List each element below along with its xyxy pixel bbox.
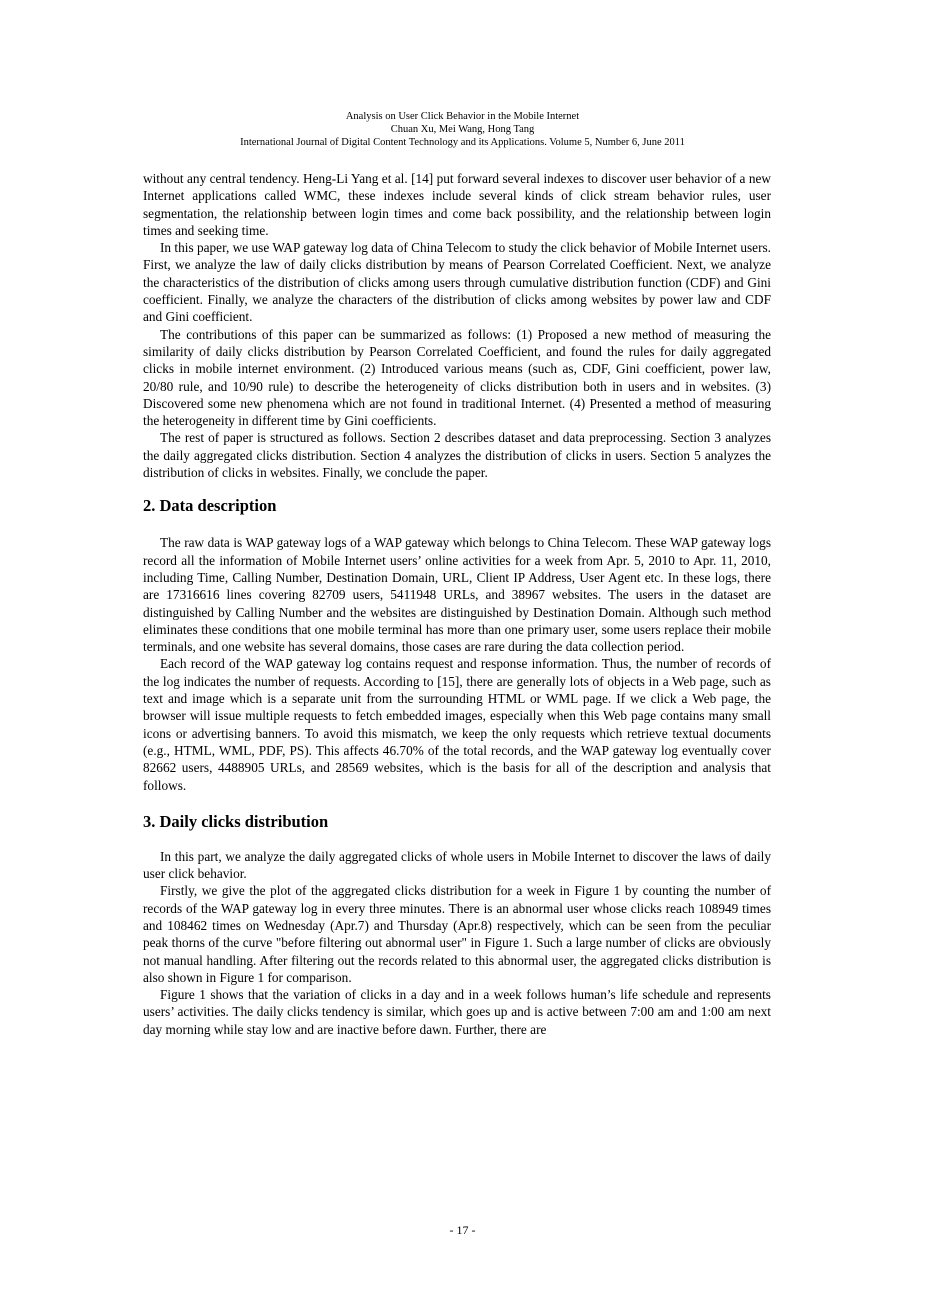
section-2-heading: 2. Data description <box>143 496 277 516</box>
section-3-heading: 3. Daily clicks distribution <box>143 811 329 831</box>
section-3-paragraph-1: In this part, we analyze the daily aggregated clicks of whole users in Mobile Internet to discover the laws of daily user click behavior. <box>143 848 771 882</box>
page-number: - 17 - <box>449 1223 476 1237</box>
journal-citation: International Journal of Digital Content Technology and its Applications. Volume 5, Number 6, June 2011 <box>240 137 685 148</box>
section-2-paragraph-1: The raw data is WAP gateway logs of a WAP gateway which belongs to China Telecom. These WAP gateway logs record all the information of Mobile Internet users’ online activities for a week from Apr. 5, 2010 to Apr. 11, 2010, including Time, Calling Number, Destination Domain, URL, Client IP Address, User Agent etc. In these logs, there are 17316616 lines covering 82709 users, 5411948 URLs, and 38967 websites. The users in the dataset are distinguished by Calling Number and the websites are distinguished by Destination Domain. Although such method eliminates these conditions that one mobile terminal has more than one primary user, some users replace their mobile terminals, and one website has several domains, those cases are rare during the data collection period. <box>143 535 771 655</box>
section-3-paragraph-3: Figure 1 shows that the variation of clicks in a day and in a week follows human’s life schedule and represents users’ activities. The daily clicks tendency is similar, which goes up and is active between 7:00 am and 1:00 am next day morning while stay low and are inactive before dawn. Further, there are <box>143 987 771 1037</box>
paper-title: Analysis on User Click Behavior in the Mobile Internet <box>345 111 580 122</box>
section-2-paragraph-2: Each record of the WAP gateway log contains request and response information. Thus, the number of records of the log indicates the number of requests. According to [15], there are generally lots of objects in a Web page, such as text and image which is a separate unit from the surrounding HTML or WML page. If we click a Web page, the browser will issue multiple requests to fetch embedded images, especially when this Web page contains many small icons or advertising banners. To avoid this mismatch, we keep the only requests which retrieve textual documents (e.g., HTML, WML, PDF, PS). This affects 46.70% of the total records, and the WAP gateway log eventually cover 82662 users, 4488905 URLs, and 28569 websites, which is the basis for all of the description and analysis that follows. <box>143 656 771 793</box>
section-3-paragraph-2: Firstly, we give the plot of the aggregated clicks distribution for a week in Figure 1 by counting the number of records of the WAP gateway log in every three minutes. There is an abnormal user whose clicks reach 108949 times and 108462 times on Wednesday (Apr.7) and Thursday (Apr.8) respectively, which can be seen from the peculiar peak thorns of the curve "before filtering out abnormal user" in Figure 1. Such a large number of clicks are obviously not manual handling. After filtering out the records related to this abnormal user, the aggregated clicks distribution is also shown in Figure 1 for comparison. <box>143 883 771 985</box>
intro-paragraph-1: without any central tendency. Heng-Li Yang et al. [14] put forward several indexes to discover user behavior of a new Internet applications called WMC, these indexes include several kinds of click stream behavior rules, user segmentation, the relationship between login times and come back possibility, and the relationship between login times and seeking time. <box>143 171 771 238</box>
intro-paragraph-3: The contributions of this paper can be summarized as follows: (1) Proposed a new method of measuring the similarity of daily clicks distribution by Pearson Correlated Coefficient, and found the rules for daily aggregated clicks in mobile internet environment. (2) Introduced various means (such as, CDF, Gini coefficient, power law, 20/80 rule, and 10/90 rule) to describe the heterogeneity of clicks distribution both in users and in websites. (3) Discovered some new phenomena which are not found in traditional Internet. (4) Presented a method of measuring the heterogeneity in different time by Gini coefficients. <box>143 326 771 429</box>
running-header <box>0 110 925 149</box>
intro-paragraph-4: The rest of paper is structured as follows. Section 2 describes dataset and data preprocessing. Section 3 analyzes the daily aggregated clicks distribution. Section 4 analyzes the distribution of clicks in users. Section 5 analyzes the distribution of clicks in websites. Finally, we conclude the paper. <box>143 430 771 481</box>
page-body <box>143 170 771 1038</box>
paper-authors: Chuan Xu, Mei Wang, Hong Tang <box>390 124 535 135</box>
intro-paragraph-2: In this paper, we use WAP gateway log data of China Telecom to study the click behavior of Mobile Internet users. First, we analyze the law of daily clicks distribution by means of Pearson Correlated Coefficient. Next, we analyze the characteristics of the distribution of clicks among users through cumulative distribution function (CDF) and Gini coefficient. Finally, we analyze the characters of the distribution of clicks among websites by power law and CDF and Gini coefficient. <box>143 240 771 325</box>
